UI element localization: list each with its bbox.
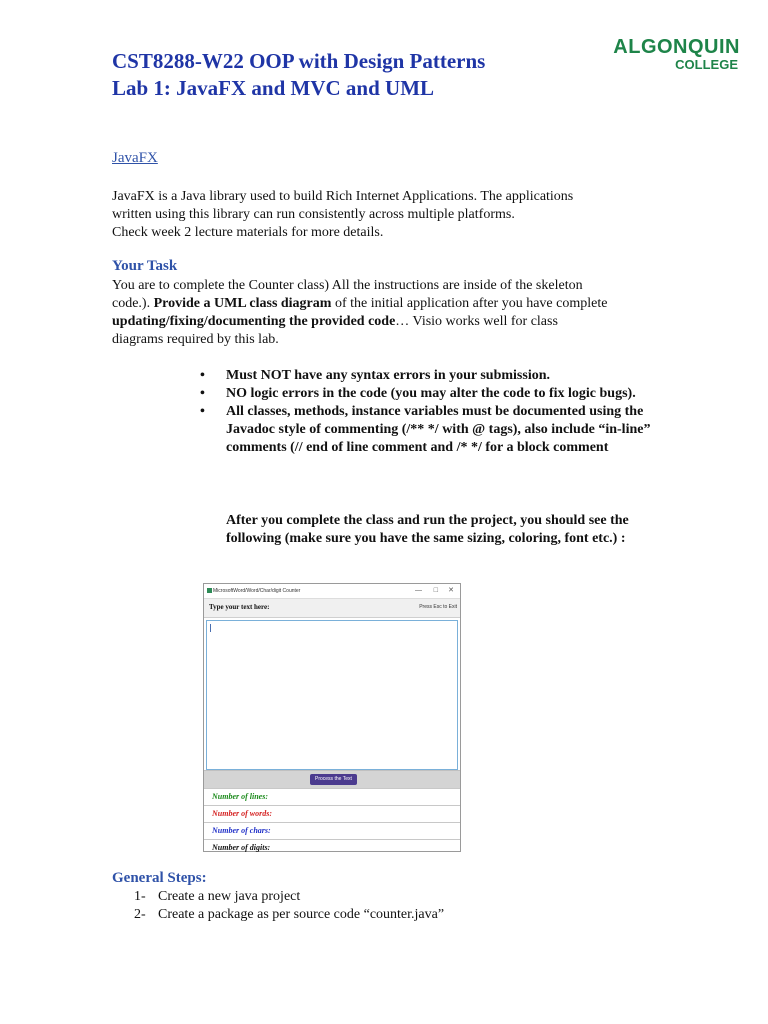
app-titlebar bbox=[204, 584, 460, 598]
general-steps-list bbox=[134, 888, 444, 924]
digits-count-label: Number of digits: bbox=[204, 839, 460, 856]
app-window-icon bbox=[207, 588, 212, 593]
logo-sub-text: COLLEGE bbox=[675, 57, 738, 72]
process-text-button[interactable]: Process the Text bbox=[310, 774, 357, 785]
after-completion-text: After you complete the class and run the project, you should see the following (make sure you have the same sizing, coloring, font etc.) : bbox=[226, 513, 629, 546]
javafx-heading: JavaFX bbox=[112, 150, 158, 166]
step-item bbox=[134, 888, 444, 906]
your-task-heading: Your Task bbox=[112, 258, 178, 274]
document-title bbox=[112, 48, 485, 102]
title-line-1: CST8288-W22 OOP with Design Patterns bbox=[112, 49, 486, 73]
type-text-label: Type your text here: bbox=[209, 603, 270, 611]
minimize-icon[interactable]: — bbox=[415, 587, 422, 594]
step-number: 1- bbox=[134, 889, 146, 904]
counter-app-screenshot bbox=[203, 583, 461, 852]
requirement-item: • Must NOT have any syntax errors in your submission. bbox=[200, 367, 660, 385]
task-line-2b: of the initial application after you have complete bbox=[331, 296, 608, 311]
text-input-area[interactable] bbox=[206, 620, 458, 770]
task-line-4: diagrams required by this lab. bbox=[112, 332, 279, 347]
requirement-item: • NO logic errors in the code (you may alter the code to fix logic bugs). bbox=[200, 385, 660, 403]
task-line-3-bold: updating/fixing/documenting the provided code bbox=[112, 314, 396, 329]
requirements-list bbox=[200, 367, 660, 457]
general-steps-heading: General Steps: bbox=[112, 870, 207, 886]
step-item bbox=[134, 906, 444, 924]
step-text: Create a new java project bbox=[158, 889, 301, 904]
task-line-3b: … Visio works well for class bbox=[395, 314, 558, 329]
app-window-title: MicrosoftWord/Word/Char/digit Counter bbox=[213, 588, 301, 594]
words-count-label: Number of words: bbox=[204, 805, 460, 822]
app-prompt-bar bbox=[204, 598, 460, 618]
javafx-paragraph bbox=[112, 188, 672, 242]
step-number: 2- bbox=[134, 907, 146, 922]
task-paragraph bbox=[112, 277, 672, 349]
text-caret bbox=[210, 624, 211, 632]
lines-count-label: Number of lines: bbox=[204, 788, 460, 805]
javafx-line-3: Check week 2 lecture materials for more details. bbox=[112, 225, 384, 240]
task-line-1: You are to complete the Counter class) All the instructions are inside of the skeleton bbox=[112, 278, 583, 293]
chars-count-label: Number of chars: bbox=[204, 822, 460, 839]
step-text: Create a package as per source code “counter.java” bbox=[158, 907, 445, 922]
javafx-line-2: written using this library can run consistently across multiple platforms. bbox=[112, 207, 515, 222]
maximize-icon[interactable]: □ bbox=[433, 587, 438, 594]
title-line-2: Lab 1: JavaFX and MVC and UML bbox=[112, 76, 435, 100]
requirement-item: • All classes, methods, instance variables must be documented using the Javadoc style of commenting (/** */ with @ tags), also include “in-line” comments (// end of line comment and /* */ for a block comment bbox=[200, 403, 660, 457]
task-line-2-bold: Provide a UML class diagram bbox=[153, 296, 332, 311]
close-icon[interactable]: ✕ bbox=[448, 587, 454, 594]
task-line-2a: code.). bbox=[112, 296, 154, 311]
exit-hint: Press Esc to Exit bbox=[419, 604, 457, 610]
algonquin-logo bbox=[598, 36, 740, 71]
javafx-line-1: JavaFX is a Java library used to build Rich Internet Applications. The applications bbox=[112, 189, 574, 204]
logo-main-text: ALGONQUIN bbox=[613, 36, 740, 58]
app-button-bar bbox=[204, 770, 460, 788]
